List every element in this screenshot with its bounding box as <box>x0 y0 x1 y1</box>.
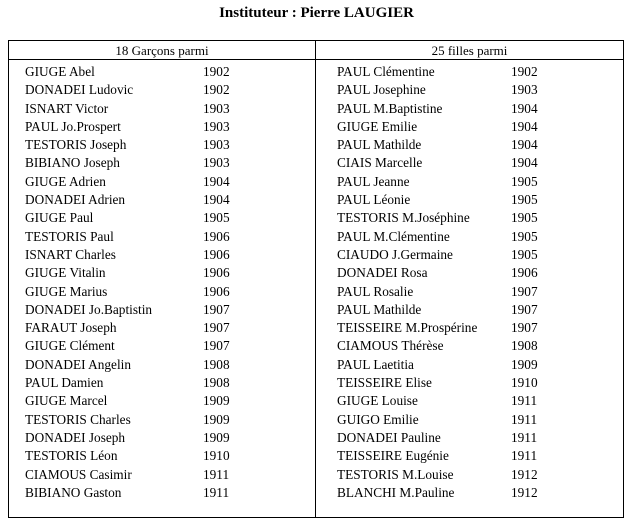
boy-row <box>25 136 305 154</box>
boy-birth-year: 1904 <box>203 192 230 208</box>
boy-birth-year: 1906 <box>203 265 230 281</box>
girl-name: TESTORIS M.Louise <box>337 466 454 482</box>
girl-birth-year: 1905 <box>511 173 538 189</box>
boy-name: TESTORIS Paul <box>25 228 114 244</box>
boy-birth-year: 1902 <box>203 64 230 79</box>
boy-row <box>25 264 305 282</box>
boy-row <box>25 447 305 465</box>
boy-name: GIUGE Clément <box>25 338 115 354</box>
boy-row <box>25 118 305 136</box>
girl-name: CIAUDO J.Germaine <box>337 246 453 262</box>
girl-name: PAUL Laetitia <box>337 356 414 372</box>
girl-name: PAUL Mathilde <box>337 301 422 317</box>
girl-birth-year: 1906 <box>511 265 538 281</box>
boy-name: DONADEI Adrien <box>25 192 126 208</box>
girl-row <box>337 411 617 429</box>
boy-row <box>25 301 305 319</box>
boy-birth-year: 1903 <box>203 100 230 116</box>
boy-birth-year: 1908 <box>203 375 230 391</box>
boy-birth-year: 1903 <box>203 155 230 171</box>
girl-row <box>337 228 617 246</box>
girl-birth-year: 1911 <box>511 429 538 445</box>
boy-name: BIBIANO Gaston <box>25 484 122 500</box>
boy-name: DONADEI Ludovic <box>25 82 134 98</box>
girl-row <box>337 447 617 465</box>
page-title: Instituteur : Pierre LAUGIER <box>219 5 414 21</box>
girl-birth-year: 1904 <box>511 155 538 171</box>
girl-birth-year: 1904 <box>511 118 538 134</box>
boy-birth-year: 1905 <box>203 210 230 226</box>
girl-birth-year: 1911 <box>511 411 538 427</box>
boy-birth-year: 1902 <box>203 82 230 98</box>
girl-birth-year: 1911 <box>511 448 538 464</box>
boy-row <box>25 154 305 172</box>
girl-birth-year: 1904 <box>511 137 538 153</box>
boy-name: GIUGE Marcel <box>25 393 108 409</box>
girls-list <box>337 63 617 502</box>
girl-name: PAUL Jeanne <box>337 173 410 189</box>
boys-column-heading: 18 Garçons parmi <box>115 43 209 58</box>
boy-name: TESTORIS Charles <box>25 411 131 427</box>
girl-name: TEISSEIRE M.Prospérine <box>337 320 478 336</box>
girl-birth-year: 1908 <box>511 338 538 354</box>
girl-name: TEISSEIRE Elise <box>337 375 432 391</box>
girl-row <box>337 136 617 154</box>
boy-name: CIAMOUS Casimir <box>25 466 132 482</box>
boy-name: GIUGE Adrien <box>25 173 106 189</box>
boy-row <box>25 392 305 410</box>
girl-row <box>337 392 617 410</box>
girl-birth-year: 1903 <box>511 82 538 98</box>
girl-row <box>337 337 617 355</box>
boy-name: ISNART Victor <box>25 100 109 116</box>
boy-row <box>25 100 305 118</box>
boy-birth-year: 1903 <box>203 137 230 153</box>
girl-row <box>337 356 617 374</box>
girl-row <box>337 484 617 502</box>
girl-row <box>337 209 617 227</box>
boy-row <box>25 283 305 301</box>
girl-row <box>337 81 617 99</box>
girl-birth-year: 1910 <box>511 375 538 391</box>
girl-row <box>337 100 617 118</box>
boy-row <box>25 191 305 209</box>
boy-row <box>25 246 305 264</box>
boy-birth-year: 1911 <box>203 484 230 500</box>
boy-birth-year: 1909 <box>203 411 230 427</box>
boy-birth-year: 1904 <box>203 173 230 189</box>
boy-birth-year: 1910 <box>203 448 230 464</box>
girl-row <box>337 429 617 447</box>
girl-name: CIAIS Marcelle <box>337 155 423 171</box>
girl-row <box>337 118 617 136</box>
boy-row <box>25 228 305 246</box>
girl-row <box>337 466 617 484</box>
girl-birth-year: 1912 <box>511 484 538 500</box>
boy-birth-year: 1907 <box>203 301 230 317</box>
boy-name: GIUGE Abel <box>25 64 95 79</box>
boy-row <box>25 63 305 81</box>
boy-name: DONADEI Jo.Baptistin <box>25 301 153 317</box>
girl-row <box>337 173 617 191</box>
roster-table <box>8 40 624 518</box>
boy-name: FARAUT Joseph <box>25 320 117 336</box>
girl-name: PAUL Mathilde <box>337 137 422 153</box>
header-divider <box>9 59 623 60</box>
girl-name: DONADEI Pauline <box>337 429 441 445</box>
boy-name: PAUL Jo.Prospert <box>25 118 121 134</box>
girl-row <box>337 246 617 264</box>
boy-name: TESTORIS Joseph <box>25 137 127 153</box>
girls-column-heading: 25 filles parmi <box>431 43 508 58</box>
girl-row <box>337 264 617 282</box>
column-divider <box>315 41 316 517</box>
boy-name: PAUL Damien <box>25 375 104 391</box>
boy-name: DONADEI Joseph <box>25 429 126 445</box>
girl-row <box>337 191 617 209</box>
boy-name: GIUGE Paul <box>25 210 94 226</box>
boy-birth-year: 1906 <box>203 246 230 262</box>
boy-name: DONADEI Angelin <box>25 356 131 372</box>
girl-birth-year: 1912 <box>511 466 538 482</box>
boy-row <box>25 173 305 191</box>
boy-row <box>25 337 305 355</box>
girl-birth-year: 1904 <box>511 100 538 116</box>
girl-name: PAUL M.Baptistine <box>337 100 443 116</box>
girl-name: DONADEI Rosa <box>337 265 428 281</box>
boys-list <box>25 63 305 502</box>
girl-row <box>337 301 617 319</box>
girl-name: PAUL M.Clémentine <box>337 228 450 244</box>
girl-birth-year: 1905 <box>511 210 538 226</box>
boy-row <box>25 209 305 227</box>
boy-name: GIUGE Marius <box>25 283 108 299</box>
boy-row <box>25 81 305 99</box>
boy-row <box>25 429 305 447</box>
girl-row <box>337 63 617 81</box>
boy-birth-year: 1908 <box>203 356 230 372</box>
girl-birth-year: 1902 <box>511 64 538 79</box>
girl-row <box>337 154 617 172</box>
girl-birth-year: 1911 <box>511 393 538 409</box>
girl-birth-year: 1907 <box>511 301 538 317</box>
boy-row <box>25 466 305 484</box>
boy-row <box>25 411 305 429</box>
boy-row <box>25 356 305 374</box>
girl-row <box>337 319 617 337</box>
boy-row <box>25 484 305 502</box>
boy-birth-year: 1906 <box>203 283 230 299</box>
boy-birth-year: 1907 <box>203 320 230 336</box>
boy-birth-year: 1911 <box>203 466 230 482</box>
boy-birth-year: 1909 <box>203 393 230 409</box>
girl-name: PAUL Rosalie <box>337 283 414 299</box>
boy-row <box>25 319 305 337</box>
girl-birth-year: 1907 <box>511 320 538 336</box>
boy-birth-year: 1906 <box>203 228 230 244</box>
boy-birth-year: 1907 <box>203 338 230 354</box>
boy-name: GIUGE Vitalin <box>25 265 106 281</box>
girl-name: PAUL Clémentine <box>337 64 435 79</box>
girl-name: TEISSEIRE Eugénie <box>337 448 449 464</box>
girl-birth-year: 1905 <box>511 228 538 244</box>
girl-name: TESTORIS M.Joséphine <box>337 210 470 226</box>
girl-row <box>337 283 617 301</box>
girl-row <box>337 374 617 392</box>
girl-name: PAUL Josephine <box>337 82 426 98</box>
girl-name: BLANCHI M.Pauline <box>337 484 455 500</box>
girl-name: CIAMOUS Thérèse <box>337 338 444 354</box>
boy-name: TESTORIS Léon <box>25 448 118 464</box>
boy-birth-year: 1903 <box>203 118 230 134</box>
girl-birth-year: 1905 <box>511 192 538 208</box>
boy-row <box>25 374 305 392</box>
boy-name: BIBIANO Joseph <box>25 155 120 171</box>
boy-name: ISNART Charles <box>25 246 116 262</box>
girl-name: GIUGE Emilie <box>337 118 418 134</box>
girl-name: GUIGO Emilie <box>337 411 419 427</box>
girl-birth-year: 1907 <box>511 283 538 299</box>
girl-birth-year: 1909 <box>511 356 538 372</box>
girl-name: PAUL Léonie <box>337 192 411 208</box>
girl-name: GIUGE Louise <box>337 393 418 409</box>
girl-birth-year: 1905 <box>511 246 538 262</box>
boy-birth-year: 1909 <box>203 429 230 445</box>
